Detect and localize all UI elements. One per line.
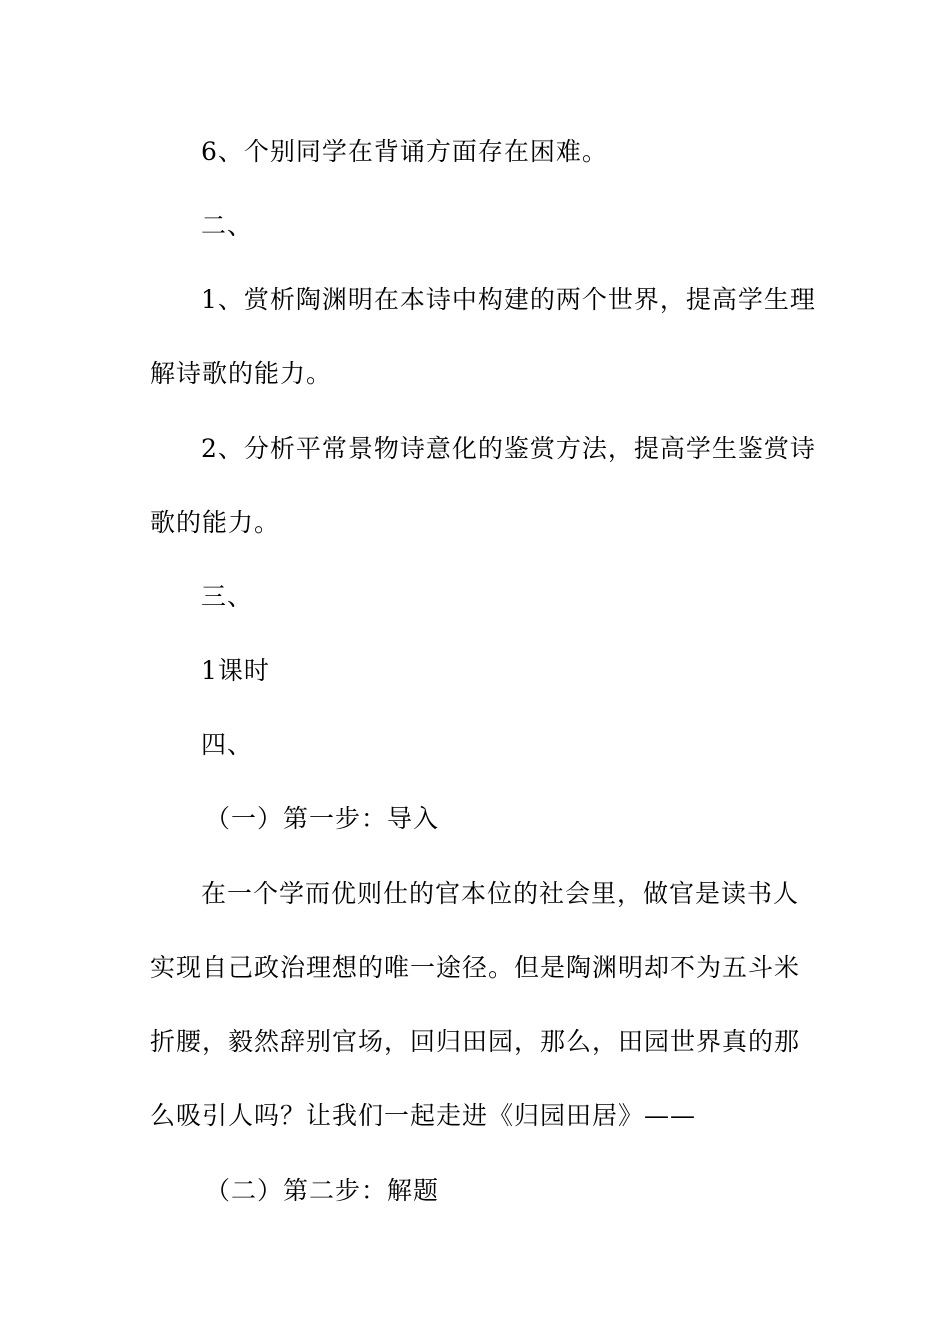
- text-line: 折腰，毅然辞别官场，回归田园，那么，田园世界真的那: [150, 1027, 801, 1056]
- text-line: 歌的能力。: [150, 508, 281, 537]
- text-line: 6、个别同学在背诵方面存在困难。: [201, 137, 608, 166]
- text-line: 实现自己政治理想的唯一途径。但是陶渊明却不为五斗米: [150, 953, 801, 982]
- text-line: 解诗歌的能力。: [150, 359, 333, 388]
- text-line: 2、分析平常景物诗意化的鉴赏方法，提高学生鉴赏诗: [201, 434, 816, 463]
- text-line: 1课时: [201, 656, 270, 685]
- section-heading: 三、: [201, 582, 254, 611]
- text-line: 1、赏析陶渊明在本诗中构建的两个世界，提高学生理: [201, 285, 816, 314]
- text-line: 么吸引人吗？让我们一起走进《归园田居》——: [150, 1101, 697, 1130]
- subsection-heading: （一）第一步：导入: [205, 804, 440, 833]
- text-line: 在一个学而优则仕的官本位的社会里，做官是读书人: [201, 879, 800, 908]
- subsection-heading: （二）第二步：解题: [205, 1176, 440, 1205]
- section-heading: 二、: [201, 211, 254, 240]
- section-heading: 四、: [201, 730, 254, 759]
